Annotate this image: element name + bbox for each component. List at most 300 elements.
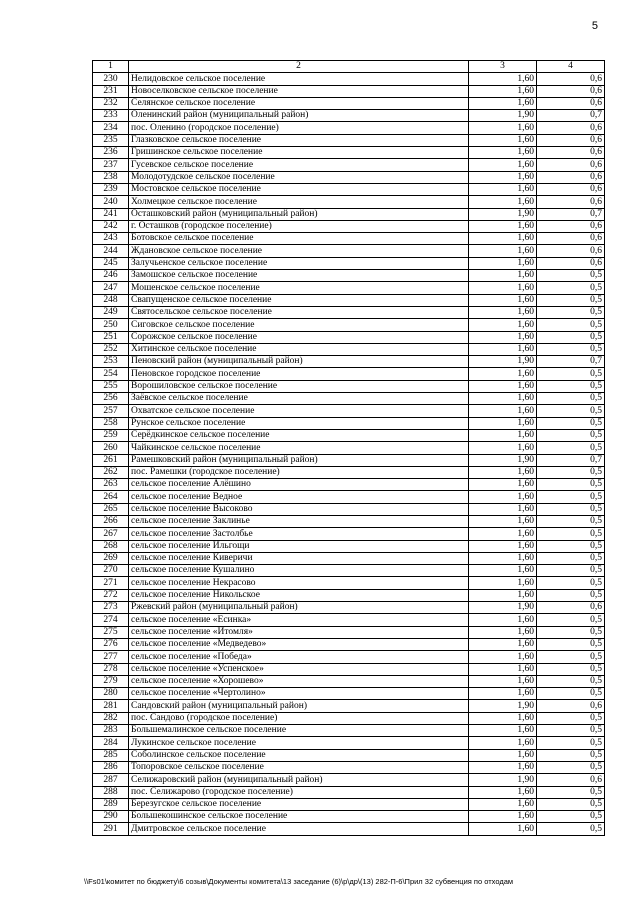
settlement-name-cell: сельское поселение Никольское	[129, 589, 469, 601]
coefficient-col3-cell: 1,60	[469, 688, 537, 700]
settlement-name-cell: г. Осташков (городское поселение)	[129, 220, 469, 232]
coefficient-col4-cell: 0,6	[537, 196, 605, 208]
table-row	[93, 725, 605, 737]
row-number-cell: 277	[93, 651, 129, 663]
coefficient-col3-cell: 1,90	[469, 110, 537, 122]
coefficient-col4-cell: 0,5	[537, 688, 605, 700]
coefficient-col4-cell: 0,5	[537, 343, 605, 355]
settlement-name-cell: Сандовский район (муниципальный район)	[129, 700, 469, 712]
coefficient-col4-cell: 0,6	[537, 774, 605, 786]
settlement-name-cell: Заёвское сельское поселение	[129, 393, 469, 405]
coefficient-col3-cell: 1,60	[469, 417, 537, 429]
row-number-cell: 235	[93, 134, 129, 146]
table-row	[93, 786, 605, 798]
settlement-name-cell: пос. Оленино (городское поселение)	[129, 122, 469, 134]
settlement-name-cell: Соболинское сельское поселение	[129, 749, 469, 761]
coefficient-col3-cell: 1,60	[469, 663, 537, 675]
coefficient-col3-cell: 1,60	[469, 503, 537, 515]
table-row	[93, 552, 605, 564]
coefficient-col3-cell: 1,60	[469, 159, 537, 171]
table-row	[93, 220, 605, 232]
settlement-name-cell: сельское поселение «Чертолино»	[129, 688, 469, 700]
coefficient-col4-cell: 0,6	[537, 602, 605, 614]
coefficient-col3-cell: 1,60	[469, 786, 537, 798]
row-number-cell: 242	[93, 220, 129, 232]
coefficient-col4-cell: 0,6	[537, 97, 605, 109]
coefficient-col4-cell: 0,5	[537, 528, 605, 540]
settlement-name-cell: сельское поселение Некрасово	[129, 577, 469, 589]
coefficient-col4-cell: 0,5	[537, 380, 605, 392]
row-number-cell: 251	[93, 331, 129, 343]
coefficient-col3-cell: 1,60	[469, 798, 537, 810]
header-cell-4: 4	[537, 61, 605, 73]
coefficient-col4-cell: 0,6	[537, 700, 605, 712]
row-number-cell: 275	[93, 626, 129, 638]
row-number-cell: 271	[93, 577, 129, 589]
coefficient-col4-cell: 0,6	[537, 220, 605, 232]
table-row	[93, 479, 605, 491]
coefficient-col4-cell: 0,5	[537, 479, 605, 491]
coefficient-col3-cell: 1,60	[469, 233, 537, 245]
coefficient-col4-cell: 0,6	[537, 122, 605, 134]
coefficient-col3-cell: 1,60	[469, 614, 537, 626]
table-row	[93, 147, 605, 159]
settlement-name-cell: сельское поселение «Есинка»	[129, 614, 469, 626]
row-number-cell: 255	[93, 380, 129, 392]
coefficient-col4-cell: 0,6	[537, 134, 605, 146]
coefficient-col4-cell: 0,5	[537, 614, 605, 626]
coefficient-col4-cell: 0,5	[537, 429, 605, 441]
settlement-name-cell: Хитинское сельское поселение	[129, 343, 469, 355]
coefficient-col4-cell: 0,6	[537, 171, 605, 183]
coefficient-col4-cell: 0,6	[537, 85, 605, 97]
table-row	[93, 749, 605, 761]
table-row	[93, 651, 605, 663]
table-row	[93, 122, 605, 134]
settlement-name-cell: Сиговское сельское поселение	[129, 319, 469, 331]
table-row	[93, 294, 605, 306]
table-row	[93, 737, 605, 749]
coefficient-col3-cell: 1,60	[469, 749, 537, 761]
coefficient-col3-cell: 1,60	[469, 466, 537, 478]
coefficient-col4-cell: 0,6	[537, 245, 605, 257]
coefficient-col3-cell: 1,60	[469, 97, 537, 109]
coefficient-col3-cell: 1,60	[469, 147, 537, 159]
table-body	[93, 61, 605, 836]
coefficient-col3-cell: 1,60	[469, 270, 537, 282]
settlement-name-cell: сельское поселение «Итомля»	[129, 626, 469, 638]
row-number-cell: 268	[93, 540, 129, 552]
table-row	[93, 675, 605, 687]
row-number-cell: 248	[93, 294, 129, 306]
coefficient-col3-cell: 1,60	[469, 675, 537, 687]
settlement-name-cell: Большемалинское сельское поселение	[129, 725, 469, 737]
coefficient-col4-cell: 0,5	[537, 503, 605, 515]
table-row	[93, 454, 605, 466]
row-number-cell: 237	[93, 159, 129, 171]
settlement-name-cell: сельское поселение Кушалино	[129, 565, 469, 577]
table-row	[93, 761, 605, 773]
coefficient-col4-cell: 0,5	[537, 749, 605, 761]
coefficient-col3-cell: 1,60	[469, 725, 537, 737]
coefficient-col3-cell: 1,60	[469, 552, 537, 564]
coefficient-col3-cell: 1,60	[469, 196, 537, 208]
table-row	[93, 528, 605, 540]
table-row	[93, 331, 605, 343]
table-row	[93, 577, 605, 589]
table-row	[93, 319, 605, 331]
settlement-name-cell: Березугское сельское поселение	[129, 798, 469, 810]
coefficient-col3-cell: 1,60	[469, 405, 537, 417]
coefficient-col4-cell: 0,5	[537, 491, 605, 503]
coefficient-col4-cell: 0,7	[537, 356, 605, 368]
coefficient-col3-cell: 1,60	[469, 368, 537, 380]
settlement-name-cell: Залучьенское сельское поселение	[129, 257, 469, 269]
row-number-cell: 259	[93, 429, 129, 441]
settlement-name-cell: сельское поселение Застолбье	[129, 528, 469, 540]
table-row	[93, 159, 605, 171]
row-number-cell: 270	[93, 565, 129, 577]
coefficient-col4-cell: 0,5	[537, 638, 605, 650]
table-row	[93, 110, 605, 122]
coefficient-col4-cell: 0,7	[537, 110, 605, 122]
settlement-name-cell: Лукинское сельское поселение	[129, 737, 469, 749]
table-row	[93, 589, 605, 601]
row-number-cell: 285	[93, 749, 129, 761]
row-number-cell: 254	[93, 368, 129, 380]
row-number-cell: 264	[93, 491, 129, 503]
row-number-cell: 230	[93, 73, 129, 85]
row-number-cell: 289	[93, 798, 129, 810]
row-number-cell: 262	[93, 466, 129, 478]
row-number-cell: 272	[93, 589, 129, 601]
header-cell-2: 2	[129, 61, 469, 73]
table-row	[93, 73, 605, 85]
table-row	[93, 602, 605, 614]
table-row	[93, 491, 605, 503]
row-number-cell: 239	[93, 183, 129, 195]
table-row	[93, 380, 605, 392]
coefficient-col4-cell: 0,7	[537, 454, 605, 466]
row-number-cell: 256	[93, 393, 129, 405]
coefficient-col4-cell: 0,5	[537, 306, 605, 318]
row-number-cell: 253	[93, 356, 129, 368]
coefficient-col4-cell: 0,5	[537, 786, 605, 798]
table-row	[93, 171, 605, 183]
table-row	[93, 183, 605, 195]
settlement-name-cell: сельское поселение Высоково	[129, 503, 469, 515]
settlement-name-cell: сельское поселение Ильгощи	[129, 540, 469, 552]
table-row	[93, 245, 605, 257]
coefficient-col3-cell: 1,90	[469, 774, 537, 786]
settlement-name-cell: Серёдкинское сельское поселение	[129, 429, 469, 441]
coefficient-col4-cell: 0,5	[537, 405, 605, 417]
coefficient-col3-cell: 1,60	[469, 577, 537, 589]
row-number-cell: 261	[93, 454, 129, 466]
table-row	[93, 811, 605, 823]
table-row	[93, 466, 605, 478]
row-number-cell: 263	[93, 479, 129, 491]
coefficient-col3-cell: 1,60	[469, 651, 537, 663]
coefficient-col3-cell: 1,60	[469, 823, 537, 835]
row-number-cell: 258	[93, 417, 129, 429]
row-number-cell: 249	[93, 306, 129, 318]
settlement-name-cell: Ждановское сельское поселение	[129, 245, 469, 257]
coefficient-col4-cell: 0,6	[537, 73, 605, 85]
table-row	[93, 700, 605, 712]
table-row	[93, 503, 605, 515]
row-number-cell: 288	[93, 786, 129, 798]
coefficient-col4-cell: 0,5	[537, 540, 605, 552]
coefficient-col3-cell: 1,60	[469, 515, 537, 527]
row-number-cell: 291	[93, 823, 129, 835]
settlement-name-cell: Мостовское сельское поселение	[129, 183, 469, 195]
table-row	[93, 429, 605, 441]
coefficient-col3-cell: 1,60	[469, 245, 537, 257]
table-row	[93, 134, 605, 146]
coefficient-col3-cell: 1,60	[469, 282, 537, 294]
footer-file-path: \\Fs01\комитет по бюджету\6 созыв\Документы комитета\13 заседание (6)\p\др\(13) 282-П-6\Прил 32 субвенция по отходам	[84, 877, 514, 886]
settlement-name-cell: Свапущенское сельское поселение	[129, 294, 469, 306]
table-row	[93, 712, 605, 724]
coefficient-col3-cell: 1,60	[469, 257, 537, 269]
table-row	[93, 626, 605, 638]
row-number-cell: 232	[93, 97, 129, 109]
settlement-name-cell: сельское поселение «Успенское»	[129, 663, 469, 675]
row-number-cell: 280	[93, 688, 129, 700]
row-number-cell: 234	[93, 122, 129, 134]
settlement-name-cell: Молодотудское сельское поселение	[129, 171, 469, 183]
settlement-name-cell: Топоровское сельское поселение	[129, 761, 469, 773]
coefficient-col3-cell: 1,90	[469, 356, 537, 368]
settlement-name-cell: сельское поселение Заклинье	[129, 515, 469, 527]
settlement-name-cell: сельское поселение Алёшино	[129, 479, 469, 491]
settlement-name-cell: пос. Селижарово (городское поселение)	[129, 786, 469, 798]
coefficient-col4-cell: 0,5	[537, 417, 605, 429]
coefficient-col3-cell: 1,60	[469, 294, 537, 306]
coefficient-col3-cell: 1,60	[469, 429, 537, 441]
coefficient-col3-cell: 1,60	[469, 134, 537, 146]
row-number-cell: 265	[93, 503, 129, 515]
row-number-cell: 287	[93, 774, 129, 786]
row-number-cell: 279	[93, 675, 129, 687]
coefficient-col4-cell: 0,5	[537, 466, 605, 478]
table-row	[93, 282, 605, 294]
settlement-name-cell: Селижаровский район (муниципальный район)	[129, 774, 469, 786]
coefficient-col3-cell: 1,60	[469, 811, 537, 823]
coefficient-col3-cell: 1,60	[469, 171, 537, 183]
settlement-name-cell: Ботовское сельское поселение	[129, 233, 469, 245]
row-number-cell: 278	[93, 663, 129, 675]
row-number-cell: 269	[93, 552, 129, 564]
settlement-name-cell: Ржевский район (муниципальный район)	[129, 602, 469, 614]
coefficient-col3-cell: 1,60	[469, 737, 537, 749]
settlement-name-cell: сельское поселение Ведное	[129, 491, 469, 503]
settlement-name-cell: сельское поселение «Медведево»	[129, 638, 469, 650]
row-number-cell: 241	[93, 208, 129, 220]
coefficient-col4-cell: 0,6	[537, 233, 605, 245]
coefficient-col4-cell: 0,5	[537, 823, 605, 835]
coefficient-col3-cell: 1,60	[469, 122, 537, 134]
table-row	[93, 417, 605, 429]
data-table	[92, 60, 605, 836]
row-number-cell: 245	[93, 257, 129, 269]
table-row	[93, 823, 605, 835]
settlement-name-cell: Святосельское сельское поселение	[129, 306, 469, 318]
coefficient-col4-cell: 0,5	[537, 270, 605, 282]
coefficient-col4-cell: 0,5	[537, 442, 605, 454]
row-number-cell: 257	[93, 405, 129, 417]
table-row	[93, 97, 605, 109]
settlement-name-cell: Осташковский район (муниципальный район)	[129, 208, 469, 220]
settlement-name-cell: Новоселковское сельское поселение	[129, 85, 469, 97]
coefficient-col3-cell: 1,60	[469, 761, 537, 773]
coefficient-col3-cell: 1,60	[469, 393, 537, 405]
table-row	[93, 257, 605, 269]
settlement-name-cell: Селянское сельское поселение	[129, 97, 469, 109]
settlement-name-cell: Дмитровское сельское поселение	[129, 823, 469, 835]
coefficient-col3-cell: 1,60	[469, 491, 537, 503]
coefficient-col3-cell: 1,60	[469, 712, 537, 724]
table-row	[93, 688, 605, 700]
page-number: 5	[591, 20, 598, 32]
settlement-name-cell: Сорожское сельское поселение	[129, 331, 469, 343]
settlement-name-cell: пос. Сандово (городское поселение)	[129, 712, 469, 724]
table-row	[93, 663, 605, 675]
row-number-cell: 267	[93, 528, 129, 540]
table-row	[93, 270, 605, 282]
coefficient-col4-cell: 0,5	[537, 515, 605, 527]
table-row	[93, 306, 605, 318]
coefficient-col4-cell: 0,6	[537, 183, 605, 195]
coefficient-col4-cell: 0,5	[537, 626, 605, 638]
table-row	[93, 638, 605, 650]
header-cell-3: 3	[469, 61, 537, 73]
table-row	[93, 208, 605, 220]
coefficient-col4-cell: 0,5	[537, 663, 605, 675]
row-number-cell: 284	[93, 737, 129, 749]
coefficient-col4-cell: 0,7	[537, 208, 605, 220]
coefficient-col4-cell: 0,5	[537, 319, 605, 331]
settlement-name-cell: сельское поселение Киверичи	[129, 552, 469, 564]
row-number-cell: 246	[93, 270, 129, 282]
coefficient-col4-cell: 0,6	[537, 257, 605, 269]
coefficient-col3-cell: 1,60	[469, 306, 537, 318]
settlement-name-cell: Большекошинское сельское поселение	[129, 811, 469, 823]
coefficient-col3-cell: 1,60	[469, 540, 537, 552]
table-row	[93, 565, 605, 577]
row-number-cell: 250	[93, 319, 129, 331]
coefficient-col3-cell: 1,60	[469, 626, 537, 638]
row-number-cell: 282	[93, 712, 129, 724]
settlement-name-cell: Холмецкое сельское поселение	[129, 196, 469, 208]
coefficient-col4-cell: 0,6	[537, 147, 605, 159]
coefficient-col4-cell: 0,5	[537, 393, 605, 405]
coefficient-col3-cell: 1,60	[469, 73, 537, 85]
settlement-name-cell: Пеновское городское поселение	[129, 368, 469, 380]
table-row	[93, 368, 605, 380]
coefficient-col4-cell: 0,5	[537, 552, 605, 564]
row-number-cell: 247	[93, 282, 129, 294]
row-number-cell: 243	[93, 233, 129, 245]
coefficient-col3-cell: 1,60	[469, 183, 537, 195]
table-row	[93, 405, 605, 417]
row-number-cell: 244	[93, 245, 129, 257]
settlement-name-cell: Замошское сельское поселение	[129, 270, 469, 282]
settlement-name-cell: сельское поселение «Победа»	[129, 651, 469, 663]
table-row	[93, 85, 605, 97]
coefficient-col4-cell: 0,5	[537, 331, 605, 343]
coefficient-col4-cell: 0,5	[537, 675, 605, 687]
settlement-name-cell: Рунское сельское поселение	[129, 417, 469, 429]
row-number-cell: 238	[93, 171, 129, 183]
row-number-cell: 231	[93, 85, 129, 97]
coefficient-col4-cell: 0,5	[537, 725, 605, 737]
row-number-cell: 281	[93, 700, 129, 712]
coefficient-col3-cell: 1,60	[469, 589, 537, 601]
header-cell-1: 1	[93, 61, 129, 73]
coefficient-col4-cell: 0,5	[537, 651, 605, 663]
coefficient-col3-cell: 1,90	[469, 208, 537, 220]
settlement-name-cell: Чайкинское сельское поселение	[129, 442, 469, 454]
settlement-name-cell: Мошенское сельское поселение	[129, 282, 469, 294]
settlement-name-cell: Гусевское сельское поселение	[129, 159, 469, 171]
settlement-name-cell: Нелидовское сельское поселение	[129, 73, 469, 85]
settlement-name-cell: Пеновский район (муниципальный район)	[129, 356, 469, 368]
settlement-name-cell: Глазковское сельское поселение	[129, 134, 469, 146]
settlement-name-cell: сельское поселение «Хорошево»	[129, 675, 469, 687]
coefficient-col4-cell: 0,5	[537, 712, 605, 724]
row-number-cell: 236	[93, 147, 129, 159]
row-number-cell: 290	[93, 811, 129, 823]
table-row	[93, 442, 605, 454]
coefficient-col3-cell: 1,60	[469, 565, 537, 577]
coefficient-col4-cell: 0,5	[537, 565, 605, 577]
coefficient-col3-cell: 1,60	[469, 638, 537, 650]
coefficient-col4-cell: 0,6	[537, 159, 605, 171]
coefficient-col3-cell: 1,90	[469, 700, 537, 712]
coefficient-col3-cell: 1,90	[469, 454, 537, 466]
table-row	[93, 614, 605, 626]
table-row	[93, 540, 605, 552]
settlement-name-cell: Рамешковский район (муниципальный район)	[129, 454, 469, 466]
settlement-name-cell: пос. Рамешки (городское поселение)	[129, 466, 469, 478]
table-row	[93, 196, 605, 208]
table-row	[93, 233, 605, 245]
coefficient-col3-cell: 1,60	[469, 331, 537, 343]
coefficient-col4-cell: 0,5	[537, 589, 605, 601]
coefficient-col3-cell: 1,60	[469, 528, 537, 540]
settlement-name-cell: Охватское сельское поселение	[129, 405, 469, 417]
row-number-cell: 233	[93, 110, 129, 122]
coefficient-col4-cell: 0,5	[537, 282, 605, 294]
coefficient-col4-cell: 0,5	[537, 577, 605, 589]
coefficient-col3-cell: 1,90	[469, 602, 537, 614]
row-number-cell: 286	[93, 761, 129, 773]
table-row	[93, 393, 605, 405]
row-number-cell: 260	[93, 442, 129, 454]
coefficient-col3-cell: 1,60	[469, 319, 537, 331]
row-number-cell: 252	[93, 343, 129, 355]
row-number-cell: 240	[93, 196, 129, 208]
coefficient-col3-cell: 1,60	[469, 380, 537, 392]
settlement-name-cell: Ворошиловское сельское поселение	[129, 380, 469, 392]
coefficient-col3-cell: 1,60	[469, 343, 537, 355]
table-row	[93, 515, 605, 527]
row-number-cell: 276	[93, 638, 129, 650]
table-row	[93, 798, 605, 810]
coefficient-col4-cell: 0,5	[537, 294, 605, 306]
